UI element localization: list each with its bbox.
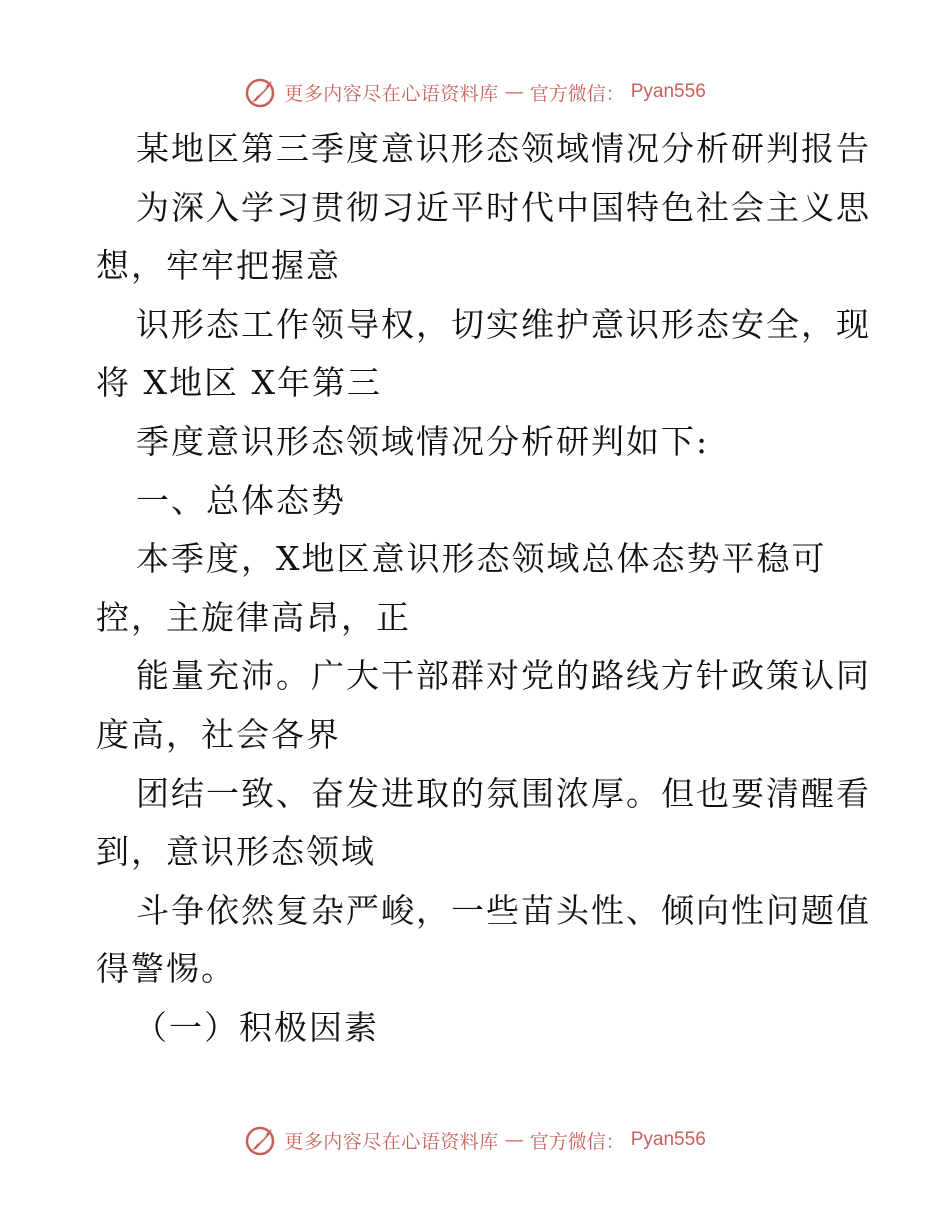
- paragraph-line: 得警惕。: [96, 949, 236, 989]
- paragraph-line: 团结一致、奋发进取的氛围浓厚。但也要清醒看: [136, 773, 871, 813]
- document-body: [96, 120, 871, 1058]
- watermark-wechat-id: Pyan556: [630, 81, 706, 102]
- paragraph-line: 到，意识形态领域: [96, 832, 376, 872]
- watermark-brand-text: 更多内容尽在心语资料库: [284, 82, 499, 105]
- watermark-separator: —: [504, 1129, 524, 1151]
- watermark-brand-text: 更多内容尽在心语资料库: [284, 1130, 499, 1153]
- document-title: 某地区第三季度意识形态领域情况分析研判报告: [136, 129, 871, 168]
- paragraph-line: 能量充沛。广大干部群对党的路线方针政策认同: [136, 656, 871, 696]
- section-heading: 一、总体态势: [136, 480, 346, 520]
- paragraph-line: 为深入学习贯彻习近平时代中国特色社会主义思: [136, 187, 871, 227]
- paragraph-line: 想，牢牢把握意: [96, 246, 341, 286]
- paragraph-line: 本季度，X地区意识形态领域总体态势平稳可: [136, 539, 827, 579]
- paragraph-line: 识形态工作领导权，切实维护意识形态安全，现: [136, 304, 871, 344]
- paragraph-line: 度高，社会各界: [96, 714, 341, 754]
- quill-pen-circle-icon: [244, 1123, 278, 1157]
- paragraph-line: 控，主旋律高昂，正: [96, 597, 411, 637]
- paragraph-line: 将 X地区 X年第三: [96, 363, 382, 403]
- paragraph-line: 季度意识形态领域情况分析研判如下:: [136, 421, 710, 461]
- footer-watermark: [0, 1120, 950, 1160]
- paragraph-line: 斗争依然复杂严峻，一些苗头性、倾向性问题值: [136, 890, 871, 930]
- header-watermark: [0, 72, 950, 112]
- watermark-wechat-id: Pyan556: [630, 1129, 706, 1150]
- watermark-separator: —: [504, 81, 524, 103]
- watermark-wechat-label: 官方微信：: [529, 1130, 625, 1153]
- watermark-wechat-label: 官方微信：: [529, 82, 625, 105]
- subsection-heading: （一）积极因素: [134, 1007, 379, 1047]
- quill-pen-circle-icon: [244, 75, 278, 109]
